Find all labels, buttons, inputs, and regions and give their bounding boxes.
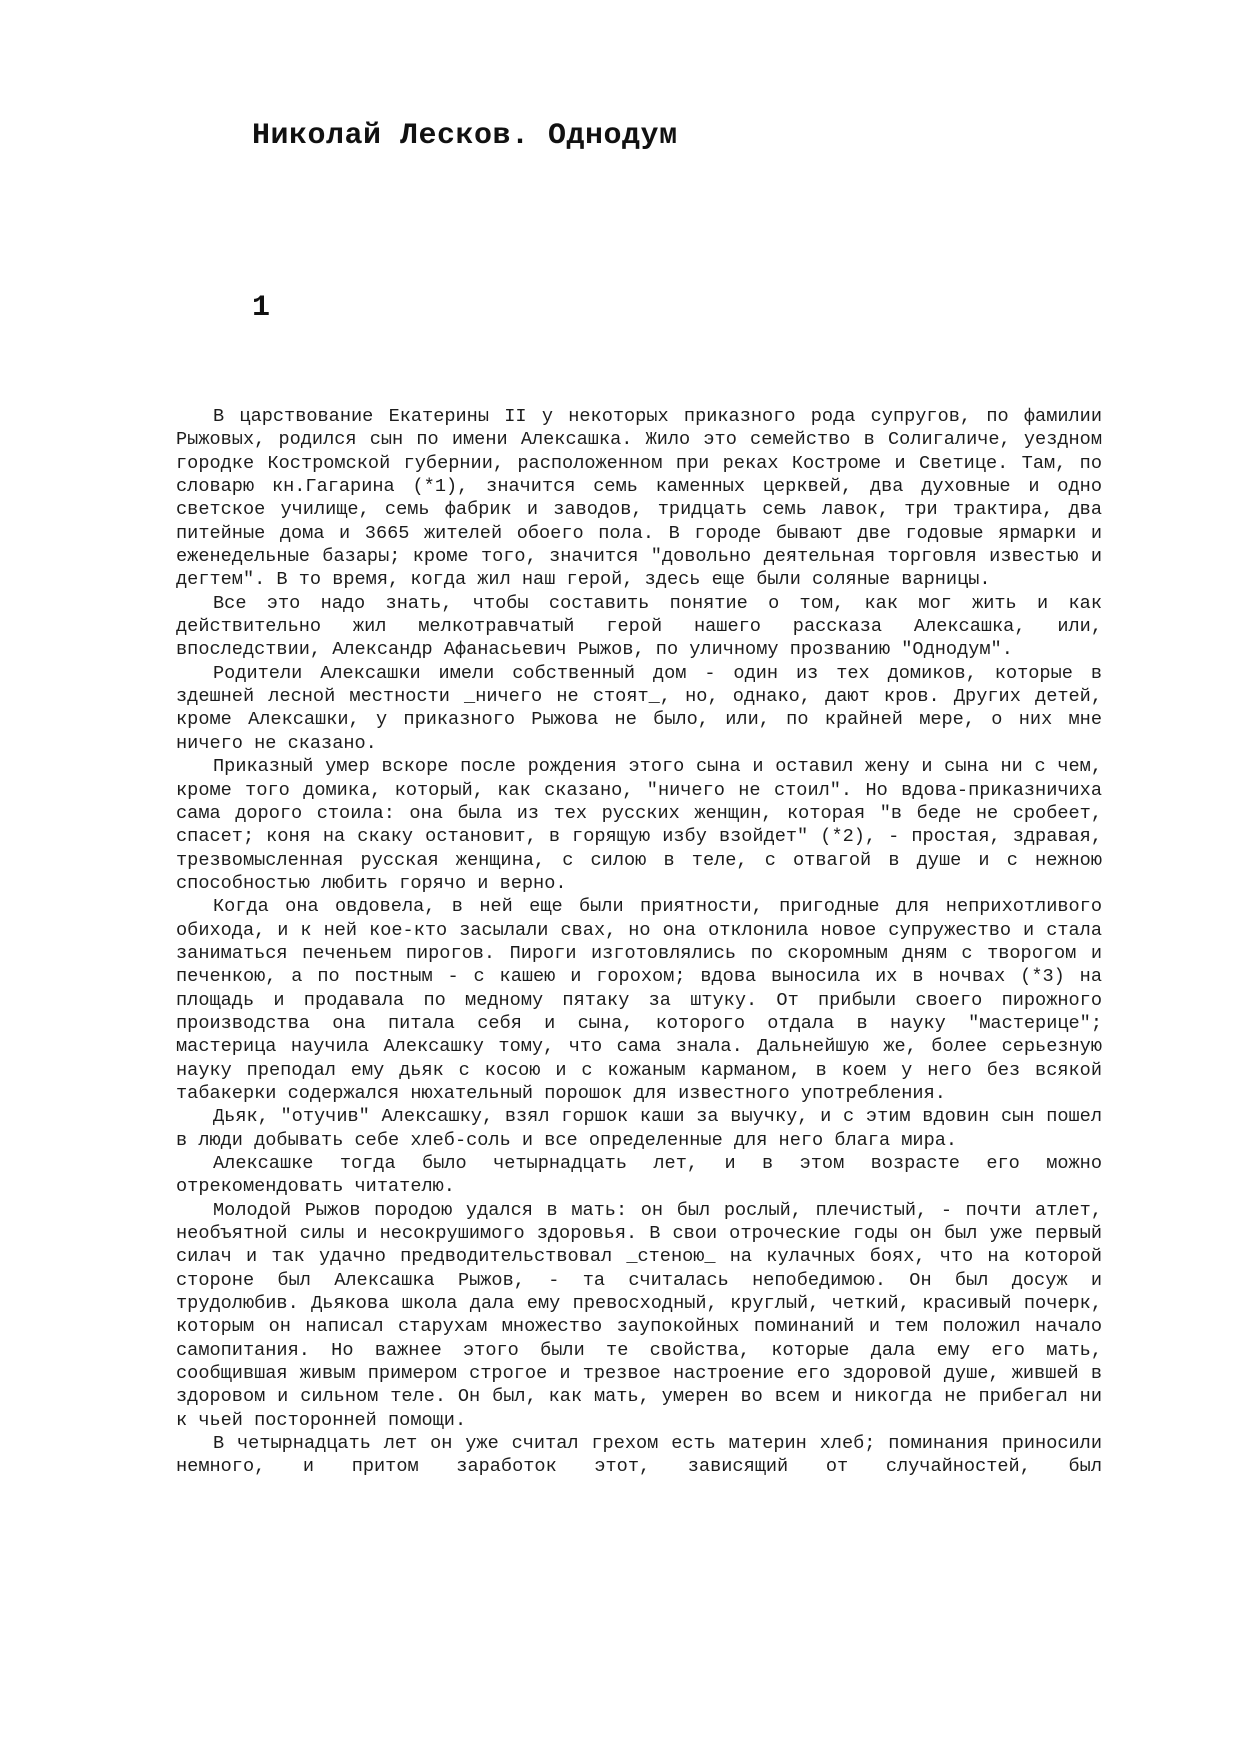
paragraph: В четырнадцать лет он уже считал грехом есть материн хлеб; поминания приносили немного, и притом заработок этот, зависящий от случайностей, был (176, 1433, 1102, 1478)
paragraph: Приказный умер вскоре после рождения этого сына и оставил жену и сына ни с чем, кроме того домика, который, как сказано, "ничего не стоил". Но вдова-приказничиха сама дорого стоила: она была из тех русских женщин, которая "в беде не сробеет, спасет; коня на скаку остановит, в горящую избу взойдет" (*2), - простая, здравая, трезвомысленная русская женщина, с силою в теле, с отвагой в душе и с нежною способностью любить горячо и верно. (176, 756, 1102, 894)
paragraph: Когда она овдовела, в ней еще были приятности, пригодные для неприхотливого обихода, и к ней кое-кто засылали свах, но она отклонила новое супружество и стала заниматься печеньем пирогов. Пироги изготовлялись по скоромным дням с творогом и печенкою, а по постным - с кашею и горохом; вдова выносила их в ночвах (*3) на площадь и продавала по медному пятаку за штуку. От прибыли своего пирожного производства она питала себя и сына, которого отдала в науку "мастерице"; мастерица научила Алексашку тому, что сама знала. Дальнейшую же, более серьезную науку преподал ему дьяк с косою и с кожаным карманом, в коем у него без всякой табакерки содержался нюхательный порошок для известного употребления. (176, 896, 1102, 1104)
paragraph: Дьяк, "отучив" Алексашку, взял горшок каши за выучку, и с этим вдовин сын пошел в люди добывать себе хлеб-соль и все определенные для него блага мира. (176, 1106, 1102, 1151)
paragraph: В царствование Екатерины II у некоторых приказного рода супругов, по фамилии Рыжовых, родился сын по имени Алексашка. Жило это семейство в Солигаличе, уездном городке Костромской губернии, расположенном при реках Костроме и Светице. Там, по словарю кн.Гагарина (*1), значится семь каменных церквей, два духовные и одно светское училище, семь фабрик и заводов, тридцать семь лавок, три трактира, два питейные дома и 3665 жителей обоего пола. В городе бывают две годовые ярмарки и еженедельные базары; кроме того, значится "довольно деятельная торговля известью и дегтем". В то время, когда жил наш герой, здесь еще были соляные варницы. (176, 406, 1102, 591)
chapter-number: 1 (252, 291, 271, 325)
paragraph: Молодой Рыжов породою удался в мать: он был рослый, плечистый, - почти атлет, необъятной силы и несокрушимого здоровья. В свои отроческие годы он был уже первый силач и так удачно предводительствовал _стеною_ на кулачных боях, что на которой стороне был Алексашка Рыжов, - та считалась непобедимою. Он был досуж и трудолюбив. Дьякова школа дала ему превосходный, круглый, четкий, красивый почерк, которым он написал старухам множество заупокойных поминаний и тем положил начало самопитания. Но важнее этого были те свойства, которые дала ему его мать, сообщившая живым примером строгое и трезвое настроение его здоровой душе, жившей в здоровом и сильном теле. Он был, как мать, умерен во всем и никогда не прибегал ни к чьей посторонней помощи. (176, 1199, 1102, 1431)
paragraph: Все это надо знать, чтобы составить понятие о том, как мог жить и как действительно жил мелкотравчатый герой нашего рассказа Алексашка, или, впоследствии, Александр Афанасьевич Рыжов, по уличному прозванию "Однодум". (176, 592, 1102, 661)
body-text (176, 405, 1102, 1479)
paragraph: Алексашке тогда было четырнадцать лет, и в этом возрасте его можно отрекомендовать читателю. (176, 1153, 1102, 1198)
paragraph: Родители Алексашки имели собственный дом - один из тех домиков, которые в здешней лесной местности _ничего не стоят_, но, однако, дают кров. Других детей, кроме Алексашки, у приказного Рыжова не было, или, по крайней мере, о них мне ничего не сказано. (176, 662, 1102, 754)
document-title: Николай Лесков. Однодум (252, 119, 678, 153)
